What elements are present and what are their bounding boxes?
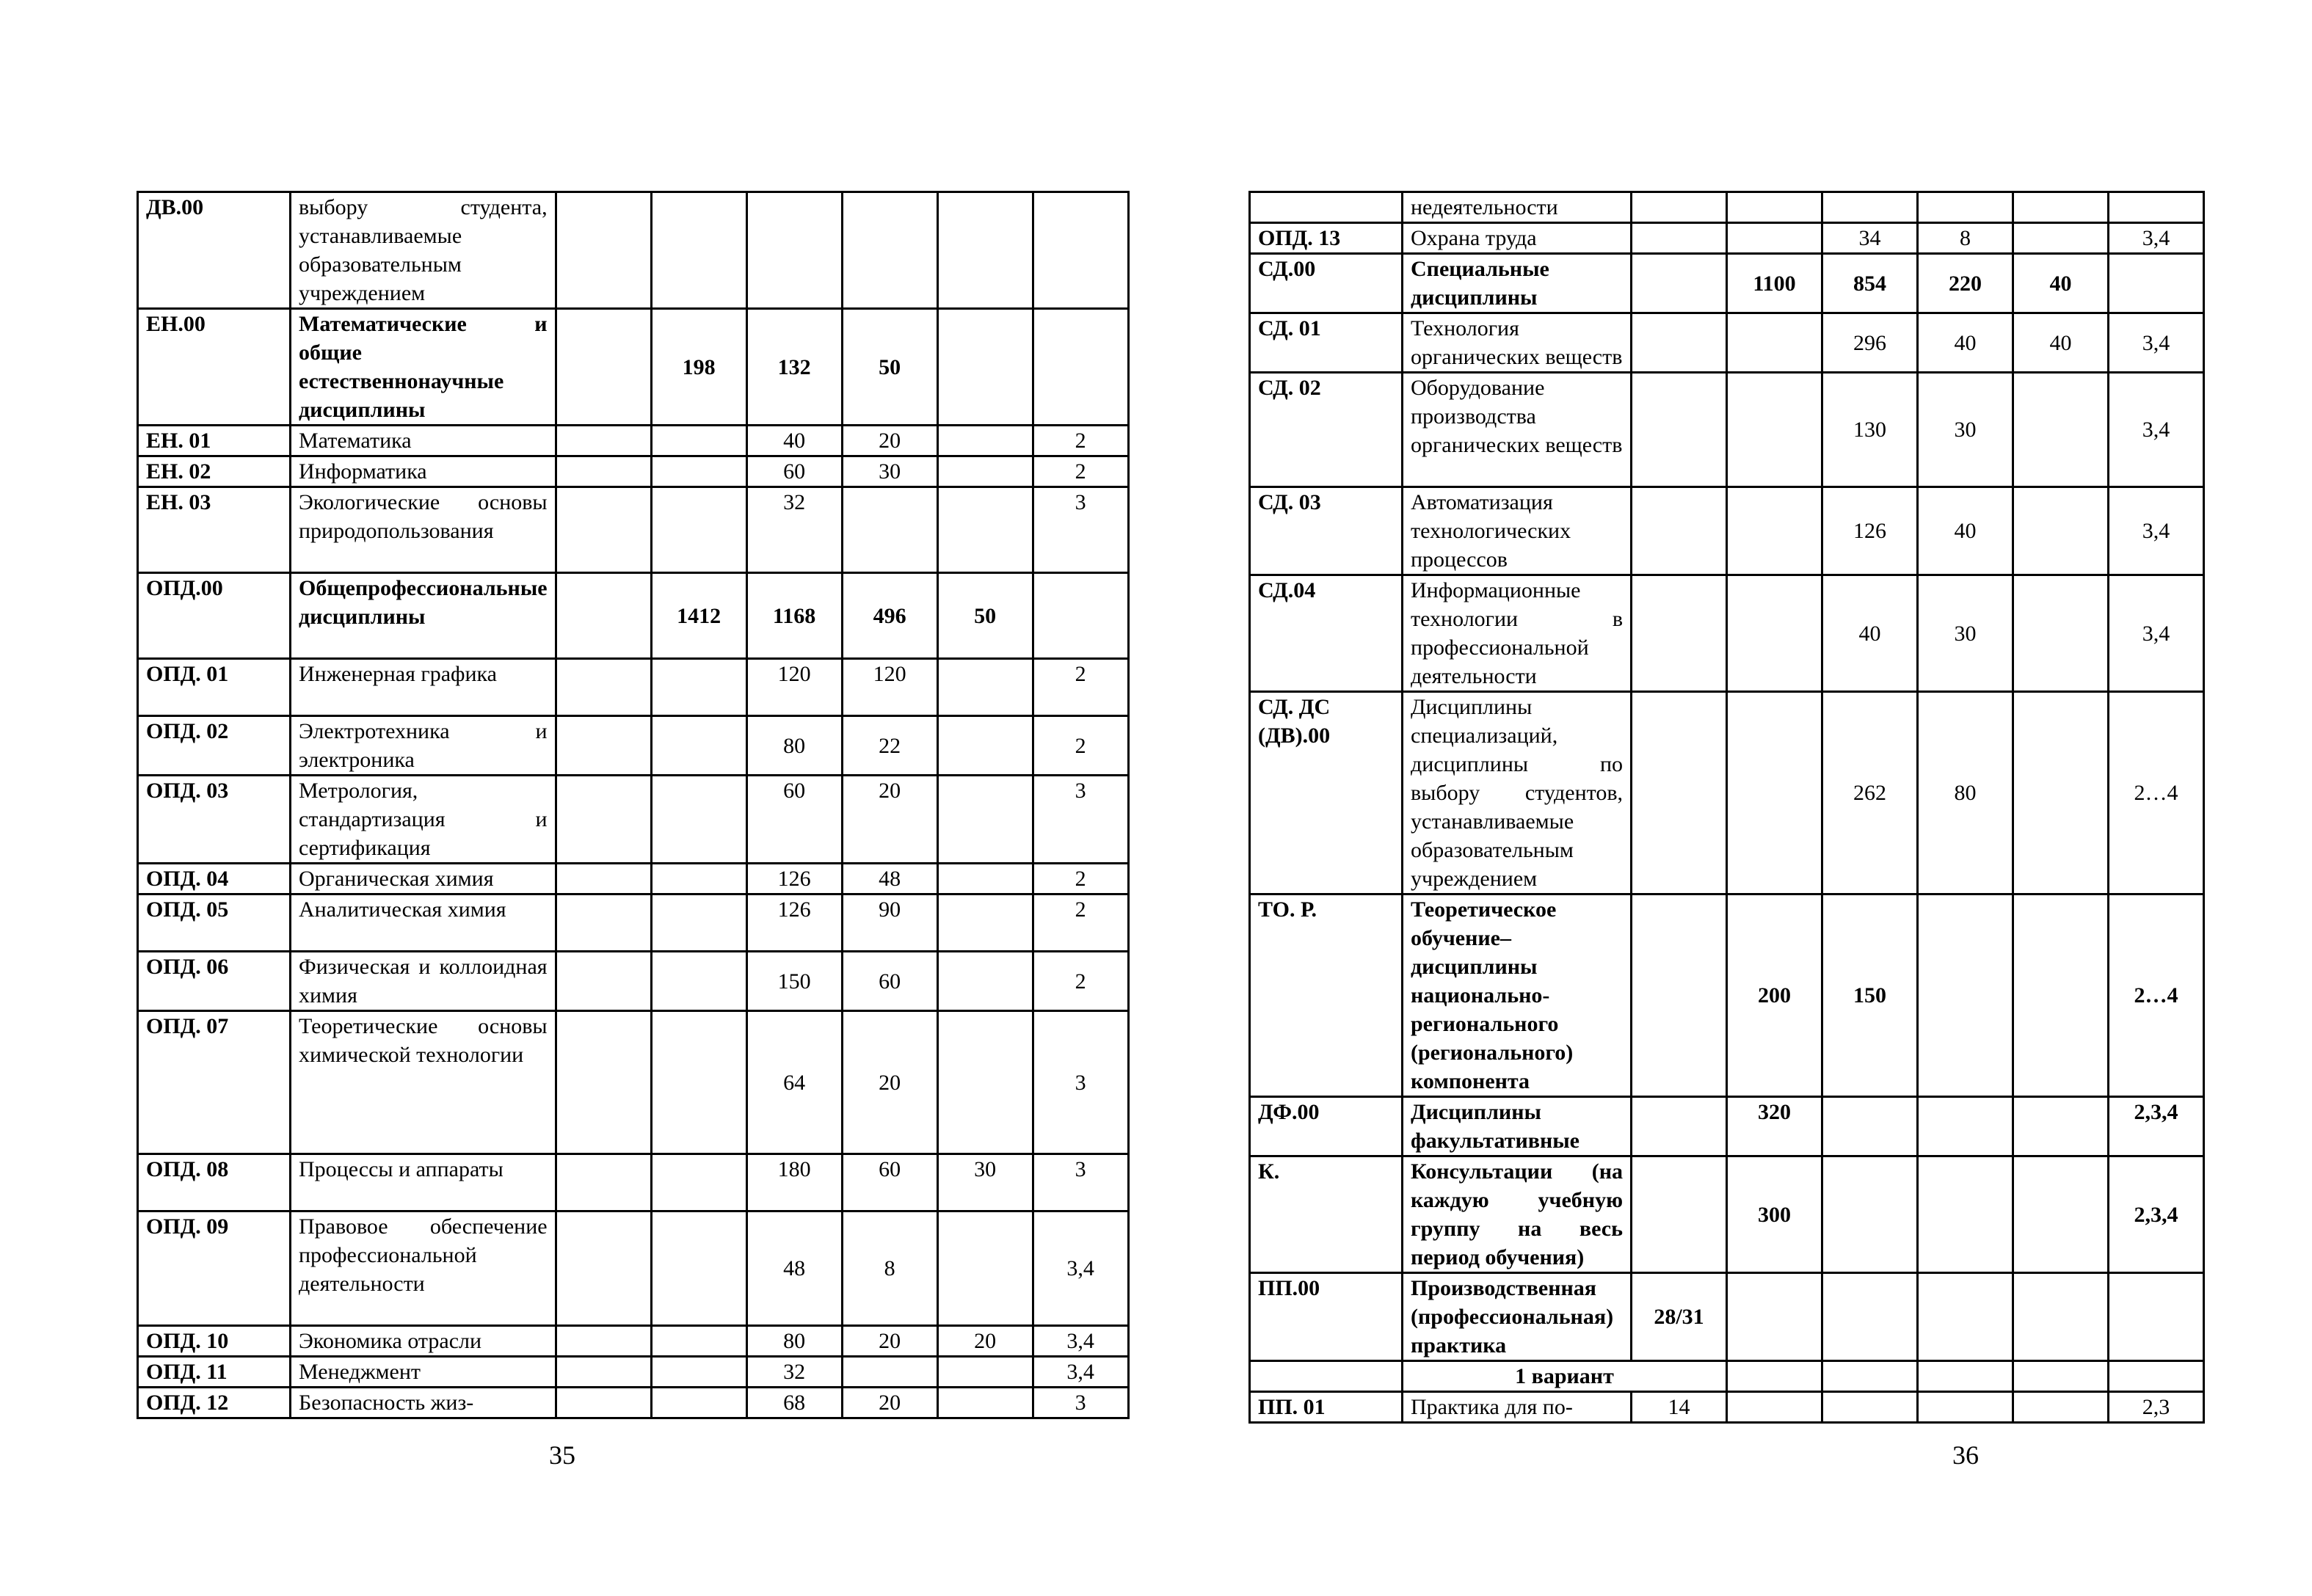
row-name: Правовое обеспечение профессиональной деятельности [291,1211,556,1326]
row-name: Математика [291,426,556,456]
cell-c6: 2,3,4 [2109,1156,2204,1273]
cell-c5 [2013,373,2109,487]
cell-c4 [1918,1392,2013,1423]
cell-c1 [556,1357,651,1388]
table-row [138,1211,1129,1326]
cell-c4: 20 [842,1011,937,1154]
page-right [1156,0,2312,1596]
cell-c3: 126 [746,894,842,952]
cell-c5 [937,776,1033,864]
cell-c4: 30 [842,456,937,487]
cell-c1 [556,456,651,487]
cell-c6: 2 [1033,952,1128,1011]
cell-c3: 40 [746,426,842,456]
cell-c3 [1822,1392,1918,1423]
row-code: ТО. Р. [1250,894,1403,1097]
cell-c6: 2 [1033,456,1128,487]
table-row [138,1388,1129,1418]
table-row [1250,1392,2204,1423]
cell-c5 [937,1388,1033,1418]
cell-c2 [651,1326,746,1357]
cell-c3: 296 [1822,313,1918,373]
row-code: К. [1250,1156,1403,1273]
cell-c6: 3,4 [1033,1326,1128,1357]
row-name: Информационные технологии в профессиональной деятельности [1403,575,1632,692]
cell-c2 [1727,192,1822,223]
page-number: 35 [549,1440,575,1470]
cell-c2: 320 [1727,1097,1822,1156]
cell-c1 [556,426,651,456]
cell-c3 [1822,1273,1918,1361]
row-name: Теоретическое обучение–дисциплины национально-регионального (регионального) компонента [1403,894,1632,1097]
cell-c1 [1632,192,1727,223]
cell-c1 [556,776,651,864]
table-row [1250,373,2204,487]
cell-c4: 220 [1918,254,2013,313]
cell-c2 [1727,575,1822,692]
cell-c5 [2013,1156,2109,1273]
row-name: Производственная (профессиональная) практика [1403,1273,1632,1361]
cell-c2 [1727,1273,1822,1361]
curriculum-table-right [1248,191,2205,1424]
table-row [1250,223,2204,254]
cell-c4 [1918,1273,2013,1361]
row-name: Экономика отрасли [291,1326,556,1357]
table-row [1250,254,2204,313]
row-code: ОПД. 09 [138,1211,291,1326]
row-code: ОПД. 12 [138,1388,291,1418]
cell-c5 [2013,1273,2109,1361]
cell-c5 [937,864,1033,894]
cell-c5 [2013,1097,2109,1156]
table-row [1250,575,2204,692]
cell-c1 [1632,373,1727,487]
cell-c5: 40 [2013,313,2109,373]
cell-c1 [556,952,651,1011]
row-name: Дисциплины специализаций, дисциплины по выбору студентов, устанавливаемые образовательным учреждением [1403,692,1632,894]
row-code: ОПД. 03 [138,776,291,864]
row-name: Инженерная графика [291,659,556,716]
row-name: Охрана труда [1403,223,1632,254]
cell-c5 [937,716,1033,776]
cell-c2 [651,716,746,776]
table-row [138,864,1129,894]
cell-c5 [2013,487,2109,575]
row-name: Дисциплины факультативные [1403,1097,1632,1156]
row-code: ОПД. 10 [138,1326,291,1357]
cell-c5 [937,487,1033,573]
cell-c6: 2 [1033,426,1128,456]
cell-c6: 3 [1033,1011,1128,1154]
cell-c1 [1632,1156,1727,1273]
row-name: недеятельности [1403,192,1632,223]
row-code: ЕН. 01 [138,426,291,456]
cell-c5 [2013,1361,2109,1392]
row-code: ОПД. 07 [138,1011,291,1154]
cell-c6: 3 [1033,1154,1128,1211]
cell-c4: 80 [1918,692,2013,894]
cell-c3: 126 [1822,487,1918,575]
cell-c3: 32 [746,1357,842,1388]
cell-c6: 3,4 [2109,373,2204,487]
table-row [1250,1273,2204,1361]
table-row [1250,313,2204,373]
table-row [138,456,1129,487]
cell-c6: 2…4 [2109,894,2204,1097]
cell-c2 [651,952,746,1011]
row-name: выбору студента, устанавливаемые образовательным учреждением [291,192,556,309]
cell-c4: 20 [842,1326,937,1357]
cell-c2 [651,456,746,487]
cell-c5 [2013,223,2109,254]
row-name: Специальные дисциплины [1403,254,1632,313]
cell-c5: 30 [937,1154,1033,1211]
table-row [138,1357,1129,1388]
cell-c5 [2013,192,2109,223]
cell-c6: 3 [1033,487,1128,573]
cell-c3: 32 [746,487,842,573]
row-code: ЕН. 03 [138,487,291,573]
cell-c3 [1822,1097,1918,1156]
cell-c1 [556,1326,651,1357]
row-code: ОПД. 02 [138,716,291,776]
curriculum-table-left [137,191,1130,1419]
cell-c2 [651,1211,746,1326]
row-code: ОПД. 01 [138,659,291,716]
cell-c4 [1918,192,2013,223]
row-code: ОПД. 04 [138,864,291,894]
cell-c1 [556,1211,651,1326]
table-row [138,952,1129,1011]
row-name: Безопасность жиз- [291,1388,556,1418]
table-row [1250,692,2204,894]
cell-c3: 48 [746,1211,842,1326]
row-code: ПП.00 [1250,1273,1403,1361]
cell-c5 [937,952,1033,1011]
cell-c5 [937,192,1033,309]
table-row [138,309,1129,426]
cell-c2 [651,1011,746,1154]
row-code: ДВ.00 [138,192,291,309]
table-row [1250,192,2204,223]
cell-c2 [651,1357,746,1388]
cell-c1 [1632,254,1727,313]
cell-c6: 3,4 [2109,487,2204,575]
cell-c6: 2,3 [2109,1392,2204,1423]
cell-c4: 22 [842,716,937,776]
cell-c4 [842,487,937,573]
table-row [1250,1156,2204,1273]
row-name: 1 вариант [1403,1361,1727,1392]
row-name: Консультации (на каждую учебную группу на весь период обучения) [1403,1156,1632,1273]
cell-c4 [1918,1097,2013,1156]
table-row [1250,894,2204,1097]
cell-c6: 2 [1033,864,1128,894]
cell-c2 [651,894,746,952]
cell-c6: 3 [1033,1388,1128,1418]
row-code: ОПД.00 [138,573,291,659]
row-name: Процессы и аппараты [291,1154,556,1211]
cell-c4: 60 [842,1154,937,1211]
table-row [138,894,1129,952]
row-code [1250,192,1403,223]
cell-c3: 130 [1822,373,1918,487]
cell-c2 [651,659,746,716]
cell-c2 [651,487,746,573]
row-code: ОПД. 11 [138,1357,291,1388]
cell-c2: 1412 [651,573,746,659]
cell-c3: 126 [746,864,842,894]
cell-c1 [556,487,651,573]
cell-c1 [1632,692,1727,894]
cell-c3: 60 [746,776,842,864]
cell-c6: 3,4 [2109,223,2204,254]
cell-c2 [1727,223,1822,254]
row-name: Теоретические основы химической технологии [291,1011,556,1154]
cell-c3: 120 [746,659,842,716]
row-name: Технология органических веществ [1403,313,1632,373]
cell-c3 [1822,1361,1918,1392]
cell-c4: 8 [842,1211,937,1326]
cell-c4: 40 [1918,487,2013,575]
cell-c3: 80 [746,716,842,776]
table-row [138,1011,1129,1154]
cell-c2 [651,1154,746,1211]
table-row [138,426,1129,456]
cell-c2 [1727,487,1822,575]
cell-c1 [556,309,651,426]
cell-c5 [937,1011,1033,1154]
table-row [138,776,1129,864]
cell-c6 [2109,254,2204,313]
cell-c3: 80 [746,1326,842,1357]
cell-c6 [1033,573,1128,659]
cell-c4: 496 [842,573,937,659]
cell-c3: 40 [1822,575,1918,692]
cell-c3: 150 [746,952,842,1011]
cell-c3: 60 [746,456,842,487]
cell-c1 [556,1154,651,1211]
cell-c2 [1727,1361,1822,1392]
cell-c6: 2 [1033,716,1128,776]
row-code: СД. 01 [1250,313,1403,373]
row-code: ОПД. 06 [138,952,291,1011]
cell-c3: 132 [746,309,842,426]
row-code: ОПД. 13 [1250,223,1403,254]
cell-c2 [1727,1392,1822,1423]
cell-c5 [2013,692,2109,894]
cell-c3: 68 [746,1388,842,1418]
cell-c5 [937,659,1033,716]
row-code: ДФ.00 [1250,1097,1403,1156]
cell-c5: 50 [937,573,1033,659]
cell-c2 [651,426,746,456]
cell-c5 [937,456,1033,487]
table-row [138,487,1129,573]
table-row [138,1326,1129,1357]
cell-c4: 30 [1918,575,2013,692]
cell-c2: 198 [651,309,746,426]
row-code [1250,1361,1403,1392]
cell-c5 [937,1357,1033,1388]
cell-c1 [556,864,651,894]
cell-c4: 60 [842,952,937,1011]
row-name: Общепрофессиональные дисциплины [291,573,556,659]
cell-c4: 48 [842,864,937,894]
cell-c4 [1918,894,2013,1097]
cell-c1 [1632,223,1727,254]
cell-c2: 300 [1727,1156,1822,1273]
cell-c6 [1033,192,1128,309]
cell-c6 [2109,1361,2204,1392]
table-row [1250,1097,2204,1156]
cell-c5 [937,1211,1033,1326]
cell-c4: 90 [842,894,937,952]
cell-c2 [1727,313,1822,373]
row-code: СД.04 [1250,575,1403,692]
cell-c6: 3,4 [1033,1357,1128,1388]
cell-c4 [1918,1156,2013,1273]
row-name: Метрология, стандартизация и сертификация [291,776,556,864]
row-code: ЕН. 02 [138,456,291,487]
page-number: 36 [1952,1440,1979,1470]
cell-c1 [556,659,651,716]
row-code: СД. 02 [1250,373,1403,487]
row-name: Менеджмент [291,1357,556,1388]
cell-c1 [1632,313,1727,373]
row-code: ПП. 01 [1250,1392,1403,1423]
cell-c2: 1100 [1727,254,1822,313]
cell-c3: 180 [746,1154,842,1211]
cell-c2 [651,1388,746,1418]
cell-c3: 150 [1822,894,1918,1097]
cell-c5 [937,426,1033,456]
cell-c6: 3,4 [2109,313,2204,373]
table-row [138,716,1129,776]
cell-c4: 50 [842,309,937,426]
cell-c3: 34 [1822,223,1918,254]
cell-c1 [1632,487,1727,575]
cell-c1 [1632,1097,1727,1156]
table-row [138,1154,1129,1211]
row-code: ОПД. 05 [138,894,291,952]
cell-c6: 2 [1033,894,1128,952]
cell-c6: 3,4 [1033,1211,1128,1326]
cell-c1 [1632,575,1727,692]
cell-c1 [556,192,651,309]
cell-c3 [1822,192,1918,223]
row-code: СД. ДС (ДВ).00 [1250,692,1403,894]
cell-c2 [651,192,746,309]
cell-c4: 30 [1918,373,2013,487]
row-name: Аналитическая химия [291,894,556,952]
row-code: СД. 03 [1250,487,1403,575]
cell-c2 [1727,373,1822,487]
cell-c3: 64 [746,1011,842,1154]
cell-c2 [651,864,746,894]
cell-c6: 2,3,4 [2109,1097,2204,1156]
cell-c6 [1033,309,1128,426]
table-row [138,573,1129,659]
row-name: Автоматизация технологических процессов [1403,487,1632,575]
cell-c3 [1822,1156,1918,1273]
cell-c1 [556,894,651,952]
cell-c2: 200 [1727,894,1822,1097]
cell-c4: 20 [842,426,937,456]
row-name: Практика для по- [1403,1392,1632,1423]
table-row [1250,1361,2204,1392]
cell-c1 [556,573,651,659]
cell-c3: 1168 [746,573,842,659]
cell-c4 [842,192,937,309]
row-name: Математические и общие естественнонаучные дисциплины [291,309,556,426]
cell-c4: 20 [842,1388,937,1418]
cell-c6: 2 [1033,659,1128,716]
table-row [138,192,1129,309]
row-name: Оборудование производства органических веществ [1403,373,1632,487]
cell-c4: 20 [842,776,937,864]
table-row [1250,487,2204,575]
cell-c5 [937,309,1033,426]
cell-c2 [1727,692,1822,894]
row-name: Экологические основы природопользования [291,487,556,573]
cell-c3: 854 [1822,254,1918,313]
cell-c4 [842,1357,937,1388]
cell-c4: 8 [1918,223,2013,254]
cell-c5: 20 [937,1326,1033,1357]
cell-c4 [1918,1361,2013,1392]
row-name: Физическая и коллоидная химия [291,952,556,1011]
cell-c5 [2013,1392,2109,1423]
cell-c1 [556,1388,651,1418]
row-code: СД.00 [1250,254,1403,313]
cell-c5 [937,894,1033,952]
cell-c2 [651,776,746,864]
cell-c1 [556,716,651,776]
cell-c1 [556,1011,651,1154]
cell-c6 [2109,192,2204,223]
cell-c6 [2109,1273,2204,1361]
cell-c6: 3 [1033,776,1128,864]
row-name: Информатика [291,456,556,487]
cell-c4: 40 [1918,313,2013,373]
cell-c5 [2013,894,2109,1097]
cell-c6: 2…4 [2109,692,2204,894]
cell-c3: 262 [1822,692,1918,894]
cell-c4: 120 [842,659,937,716]
table-row [138,659,1129,716]
cell-c6: 3,4 [2109,575,2204,692]
cell-c5 [2013,575,2109,692]
cell-c1 [1632,894,1727,1097]
cell-c1: 14 [1632,1392,1727,1423]
row-name: Электротехника и электроника [291,716,556,776]
row-code: ЕН.00 [138,309,291,426]
cell-c5: 40 [2013,254,2109,313]
row-code: ОПД. 08 [138,1154,291,1211]
row-name: Органическая химия [291,864,556,894]
cell-c3 [746,192,842,309]
cell-c1: 28/31 [1632,1273,1727,1361]
